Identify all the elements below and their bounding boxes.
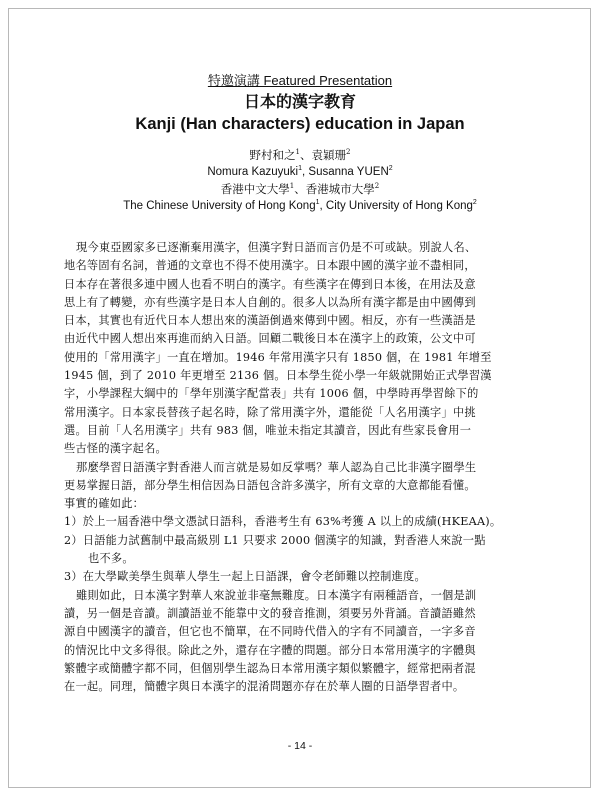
body-line: 使用的「常用漢字」一直在增加。1946 年常用漢字只有 1850 個，在 1981 年增至: [64, 350, 492, 364]
body-line: 選。目前「人名用漢字」共有 983 個，唯並未指定其讀音，因此有些家長會用一: [64, 423, 472, 437]
body-line: 事實的確如此：: [64, 497, 145, 511]
body-line: 的情況比中文多得很。除此之外，還存在字體的問題。部分日本常用漢字的字體與: [64, 643, 476, 657]
list-item: 1）於上一屆香港中學文憑試日語科，香港考生有 63%考獲 A 以上的成績(HKEAA)。: [64, 515, 502, 529]
body-line: 常用漢字。日本家長替孩子起名時，除了常用漢字外，還能從「人名用漢字」中挑: [64, 405, 476, 419]
body-line: 地名等固有名詞，普通的文章也不得不使用漢字。日本跟中國的漢字並不盡相同，: [64, 259, 476, 273]
list-item: 3）在大學歐美學生與華人學生一起上日語課，會令老師難以控制進度。: [64, 570, 426, 584]
body-line: 繁體字或簡體字都不同，但個別學生認為日本常用漢字類似繁體字，經常把兩者混: [64, 661, 476, 675]
body-line: 日本，其實也有近代日本人想出來的漢語倒過來傳到中國。相反，亦有一些漢語是: [64, 314, 476, 328]
page-number: - 14 -: [287, 740, 313, 752]
body-line: 些古怪的漢字起名。: [64, 442, 167, 456]
author-names-english: Nomura Kazuyuki$^1$, Susanna YUEN$^2$: [207, 165, 393, 178]
body-text: [64, 239, 540, 696]
body-line: 讀，另一個是音讀。訓讀語並不能靠中文的發音推測，須要另外背誦。音讀語雖然: [64, 606, 476, 620]
body-line: 雖則如此，日本漢字對華人來說並非毫無難度。日本漢字有兩種語音，一個是訓: [76, 588, 477, 602]
affiliations-english: The Chinese University of Hong Kong$^1$, City University of Hong Kong$^2$: [123, 199, 477, 212]
title-english: Kanji (Han characters) education in Japan: [135, 115, 465, 133]
title-chinese: 日本的漢字教育: [243, 92, 356, 111]
affiliations-chinese: 香港中文大學$^1$、香港城市大學$^2$: [220, 182, 380, 196]
author-names-chinese: 野村和之$^1$、袁穎珊$^2$: [249, 148, 351, 162]
paper-header: [0, 72, 600, 215]
body-line: 日本存在著很多連中國人也看不明白的漢字。有些漢字在傳到日本後，在用法及意: [64, 277, 476, 291]
body-line: 思上有了轉變，亦有些漢字是日本人自創的。很多人以為所有漢字都是由中國傳到: [64, 295, 476, 309]
body-line: 更易掌握日語，部分學生相信因為日語包含許多漢字，所有文章的大意都能看懂。: [64, 478, 476, 492]
body-line: 在一起。同理，簡體字與日本漢字的混淆問題亦存在於華人圈的日語學習者中。: [64, 680, 465, 694]
body-line: 現今東亞國家多已逐漸棄用漢字，但漢字對日語而言仍是不可或缺。別說人名、: [76, 241, 477, 254]
body-line: 1945 個，到了 2010 年更增至 2136 個。日本學生從小學一年級就開始正式學習漢: [64, 369, 492, 383]
author-block: [0, 147, 600, 215]
body-line: 字，小學課程大綱中的「學年別漢字配當表」共有 1006 個，中學時再學習餘下的: [64, 387, 479, 401]
body-line: 源自中國漢字的讀音，但它也不簡單，在不同時代借入的字有不同讀音，一字多音: [64, 625, 476, 639]
list-item-continuation: 也不多。: [88, 552, 134, 566]
list-item: 2）日語能力試舊制中最高級別 L1 只要求 2000 個漢字的知識，對香港人來說一點: [64, 533, 486, 547]
body-line: 由近代中國人想出來再進而納入日語。回顧二戰後日本在漢字上的政策，公文中可: [64, 332, 476, 346]
body-line: 那麼學習日語漢字對香港人而言就是易如反掌嗎？華人認為自己比非漢字圈學生: [76, 460, 477, 474]
section-label: 特邀演講 Featured Presentation: [207, 73, 393, 88]
